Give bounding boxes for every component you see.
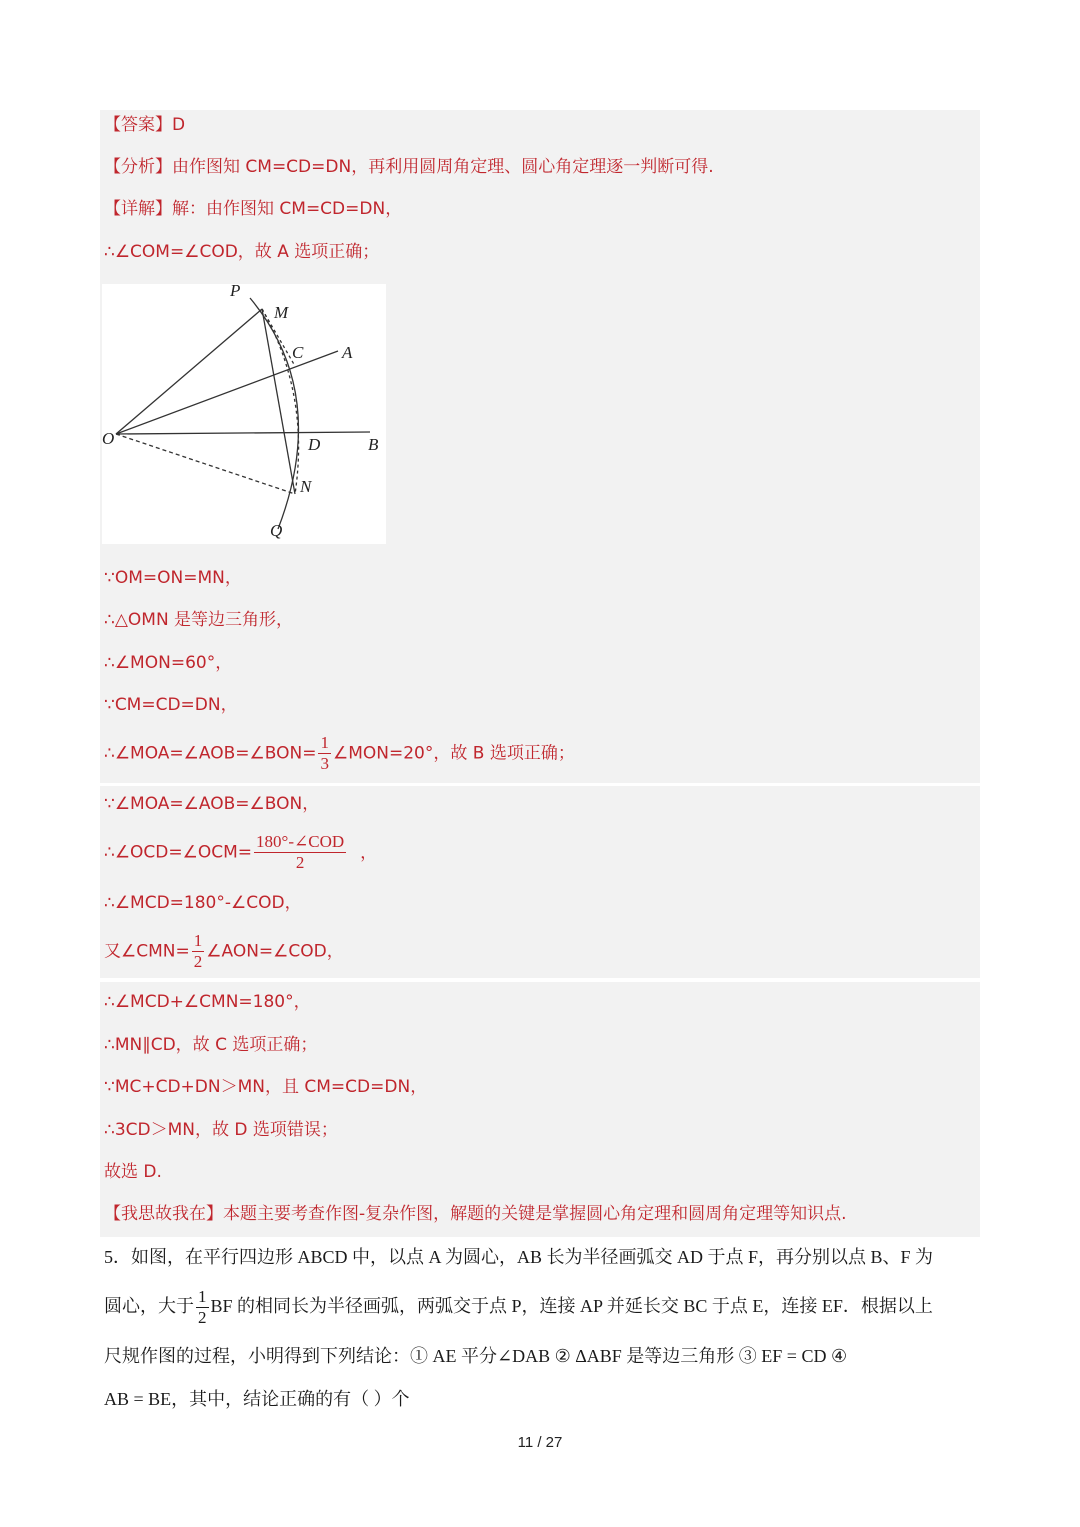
fraction-denominator: 2 [198, 1308, 207, 1328]
reflection-tag: 【我思故我在】 [104, 1204, 223, 1224]
question-line-2 [104, 1284, 933, 1328]
answer-line [104, 114, 185, 136]
reflection-text: 本题主要考查作图-复杂作图，解题的关键是掌握圆心角定理和圆周角定理等知识点. [223, 1204, 847, 1224]
step-12: ∴MN∥CD，故 C 选项正确； [104, 1035, 318, 1055]
fraction-denominator: 2 [193, 952, 203, 971]
label-A: A [342, 343, 353, 362]
detail-line [104, 198, 402, 220]
answer-band-3 [100, 982, 980, 1237]
line-OM [116, 309, 262, 434]
fraction-numerator: 180°-∠COD [256, 832, 345, 851]
label-O: O [102, 429, 115, 448]
analysis-tag: 【分析】 [104, 157, 172, 177]
question-line-1: 5．如图，在平行四边形 ABCD 中，以点 A 为圆心，AB 长为半径画弧交 AD 于点 F，再分别以点 B、F 为 [104, 1247, 934, 1267]
fraction-denominator: 2 [254, 852, 346, 873]
analysis-line [104, 156, 714, 178]
label-C: C [292, 343, 304, 362]
step-8-post: ， [360, 842, 378, 863]
label-M: M [274, 303, 289, 322]
fraction-one-third [318, 733, 331, 774]
fraction-cod [254, 832, 346, 873]
detail-tag: 【详解】 [104, 199, 172, 219]
step-8-pre: ∴∠OCD=∠OCM= [104, 842, 253, 863]
line-ON-dashed [116, 434, 295, 494]
fraction-one-half [192, 931, 205, 972]
question-line-2-pre: 圆心，大于 [104, 1296, 194, 1316]
step-15: 故选 D. [104, 1162, 162, 1182]
line-OB [116, 432, 370, 434]
step-7: ∵∠MOA=∠AOB=∠BON， [104, 794, 320, 814]
fraction-numerator: 1 [320, 733, 329, 752]
step-10-pre: 又∠CMN= [104, 941, 190, 962]
step-11: ∴∠MCD+∠CMN=180°， [104, 992, 311, 1012]
fraction-numerator: 1 [198, 1287, 207, 1307]
step-6 [104, 733, 575, 774]
fraction-denominator: 3 [320, 754, 329, 773]
label-P: P [230, 284, 241, 300]
question-line-4: AB = BE，其中，结论正确的有（ ）个 [104, 1389, 410, 1409]
label-Q: Q [270, 521, 283, 540]
question-line-3: 尺规作图的过程，小明得到下列结论：① AE 平分∠DAB ② ΔABF 是等边三角形 ③ EF = CD ④ [104, 1346, 848, 1366]
fraction-numerator: 1 [193, 931, 203, 950]
label-B: B [368, 435, 379, 454]
step-6-post: ∠MON=20°，故 B 选项正确； [332, 743, 575, 764]
step-2: ∵OM=ON=MN， [104, 568, 242, 588]
step-5: ∵CM=CD=DN， [104, 695, 238, 715]
step-1: ∴∠COM=∠COD，故 A 选项正确； [104, 242, 380, 262]
label-N: N [300, 477, 312, 496]
step-13: ∵MC+CD+DN＞MN，且 CM=CD=DN， [104, 1077, 428, 1097]
geometry-figure [102, 284, 386, 544]
answer-value: D [172, 115, 186, 135]
step-9: ∴∠MCD=180°-∠COD， [104, 893, 302, 913]
fraction-one-half [196, 1287, 209, 1328]
step-10 [104, 931, 344, 972]
step-4: ∴∠MON=60°， [104, 653, 233, 673]
step-14: ∴3CD＞MN，故 D 选项错误； [104, 1120, 338, 1140]
line-OA [116, 351, 338, 434]
question-line-2-post: BF 的相同长为半径画弧，两弧交于点 P，连接 AP 并延长交 BC 于点 E，连接 EF．根据以上 [210, 1296, 933, 1316]
step-8 [104, 832, 377, 873]
answer-tag: 【答案】 [104, 115, 172, 135]
detail-text: 解：由作图知 CM=CD=DN， [172, 199, 403, 219]
reflection-line [104, 1203, 847, 1225]
step-3: ∴△OMN 是等边三角形， [104, 610, 294, 630]
step-10-post: ∠AON=∠COD， [206, 941, 344, 962]
page-number: 11 / 27 [517, 1434, 563, 1451]
step-6-pre: ∴∠MOA=∠AOB=∠BON= [104, 743, 317, 764]
analysis-text: 由作图知 CM=CD=DN，再利用圆周角定理、圆心角定理逐一判断可得. [172, 157, 714, 177]
label-D: D [308, 435, 321, 454]
geometry-diagram [102, 284, 386, 544]
